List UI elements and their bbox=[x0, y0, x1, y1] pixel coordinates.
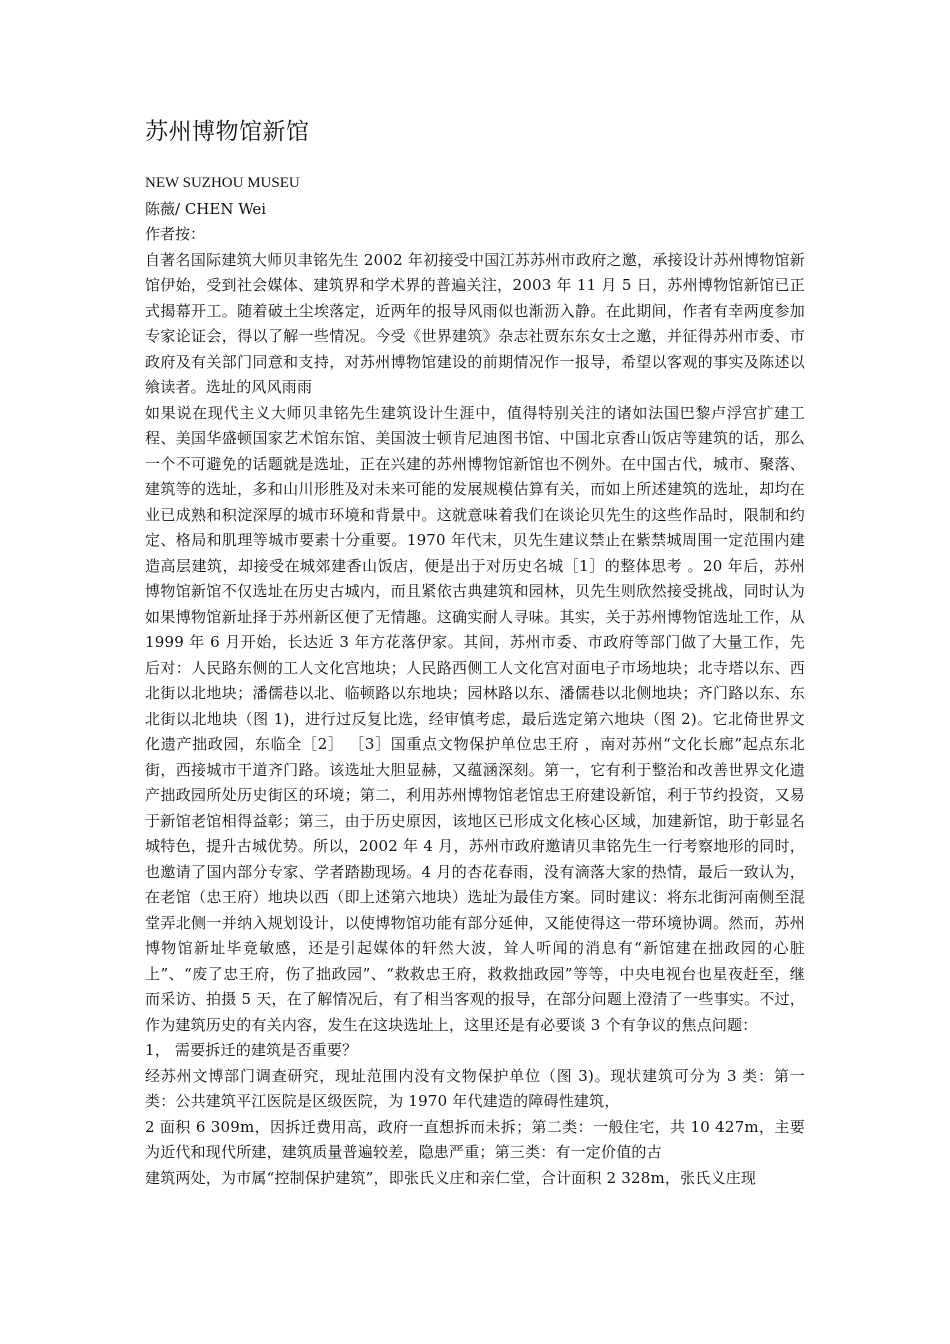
paragraph-question-1: 1， 需要拆迁的建筑是否重要？ bbox=[145, 1041, 358, 1059]
author-line: 陈薇/ CHEN Wei bbox=[145, 199, 267, 218]
document-title: 苏州博物馆新馆 bbox=[145, 119, 310, 145]
paragraph-area-1: 2 面积 6 309m，因拆迁费用高，政府一直想拆而未拆；第二类：一般住宅，共 10 427m，主要为近代和现代所建，建筑质量普遍较差，隐患严重；第三类：有一定价值的古 bbox=[145, 1117, 805, 1161]
paragraph-site-selection: 如果说在现代主义大师贝聿铭先生建筑设计生涯中，值得特别关注的诸如法国巴黎卢浮宫扩建工程、美国华盛顿国家艺术馆东馆、美国波士顿肯尼迪图书馆、中国北京香山饭店等建筑的话，那么一个不可避免的话题就是选址，正在兴建的苏州博物馆新馆也不例外。在中国古代，城市、聚落、建筑等的选址，多和山川形胜及对未来可能的发展规模估算有关，而如上所述建筑的选址，却均在业已成熟和积淀深厚的城市环境和背景中。这就意味着我们在谈论贝先生的这些作品时，限制和约定、格局和肌理等城市要素十分重要。1970 年代末，贝先生建议禁止在紫禁城周围一定范围内建造高层建筑，却接受在城郊建香山饭店，便是出于对历史名城［1］的整体思考 。20 年后，苏州博物馆新馆不仅选址在历史古城内，而且紧依古典建筑和园林，贝先生则欣然接受挑战，同时认为如果博物馆新址择于苏州新区便了无情趣。这确实耐人寻味。其实，关于苏州博物馆选址工作，从 1999 年 6 月开始，长达近 3 年方花落伊家。其间，苏州市委、市政府等部门做了大量工作，先后对：人民路东侧的工人文化宫地块；人民路西侧工人文化宫对面电子市场地块；北寺塔以东、西北街以北地块；潘儒巷以北、临顿路以东地块；园林路以东、潘儒巷以北侧地块；齐门路以东、东北街以北地块（图 1)，进行过反复比选，经审慎考虑，最后选定第六地块（图 2)。它北倚世界文化遗产拙政园，东临全［2］ ［3］国重点文物保护单位忠王府 ，南对苏州“文化长廊”起点东北街，西接城市干道齐门路。该选址大胆显赫，又蕴涵深刻。第一，它有利于整治和改善世界文化遗产拙政园所处历史街区的环境；第二，利用苏州博物馆老馆忠王府建设新馆，利于节约投资，又易于新馆老馆相得益彰；第三，由于历史原因，该地区已形成文化核心区域，加建新馆，助于彰显名城特色，提升古城优势。所以，2002 年 4 月，苏州市政府邀请贝聿铭先生一行考察地形的同时，也邀请了国内部分专家、学者踏勘现场。4 月的杏花春雨，没有滴落大家的热情，最后一致认为，在老馆（忠王府）地块以西（即上述第六地块）选址为最佳方案。同时建议：将东北街河南侧至混堂弄北侧一并纳入规划设计，以使博物馆功能有部分延伸，又能使得这一带环境协调。然而，苏州博物馆新址毕竟敏感，还是引起媒体的轩然大波，耸人听闻的消息有“新馆建在拙政园的心脏上”、“废了忠王府，伤了拙政园”、“救救忠王府，救救拙政园”等等，中央电视台也星夜赶至，继而采访、拍摄 5 天，在了解情况后，有了相当客观的报导，在部分问题上澄清了一些事实。不过，作为建筑历史的有关内容，发生在这块选址上，这里还是有必要谈 3 个有争议的焦点问题： bbox=[145, 403, 805, 1034]
preface-label: 作者按： bbox=[145, 225, 206, 243]
paragraph-area-2: 建筑两处，为市属“控制保护建筑”，即张氏义庄和亲仁堂，合计面积 2 328m，张氏义庄现 bbox=[145, 1168, 757, 1187]
paragraph-survey: 经苏州文博部门调查研究，现址范围内没有文物保护单位（图 3)。现状建筑可分为 3 类：第一类：公共建筑平江医院是区级医院，为 1970 年代建造的障碍性建筑， bbox=[145, 1066, 805, 1110]
document-page bbox=[145, 115, 805, 1191]
paragraph-preface: 自著名国际建筑大师贝聿铭先生 2002 年初接受中国江苏苏州市政府之邀，承接设计苏州博物馆新馆伊始，受到社会媒体、建筑界和学术界的普遍关注，2003 年 11 月 5 日，苏州博物馆新馆已正式揭幕开工。随着破土尘埃落定，近两年的报导风雨似也渐沥入静。在此期间，作者有幸两度参加专家论证会，得以了解一些情况。今受《世界建筑》杂志社贾东东女士之邀，并征得苏州市委、市政府及有关部门同意和支持，对苏州博物馆建设的前期情况作一报导，希望以客观的事实及陈述以飨读者。选址的风风雨雨 bbox=[145, 250, 805, 396]
subtitle-english: NEW SUZHOU MUSEU bbox=[145, 175, 300, 191]
